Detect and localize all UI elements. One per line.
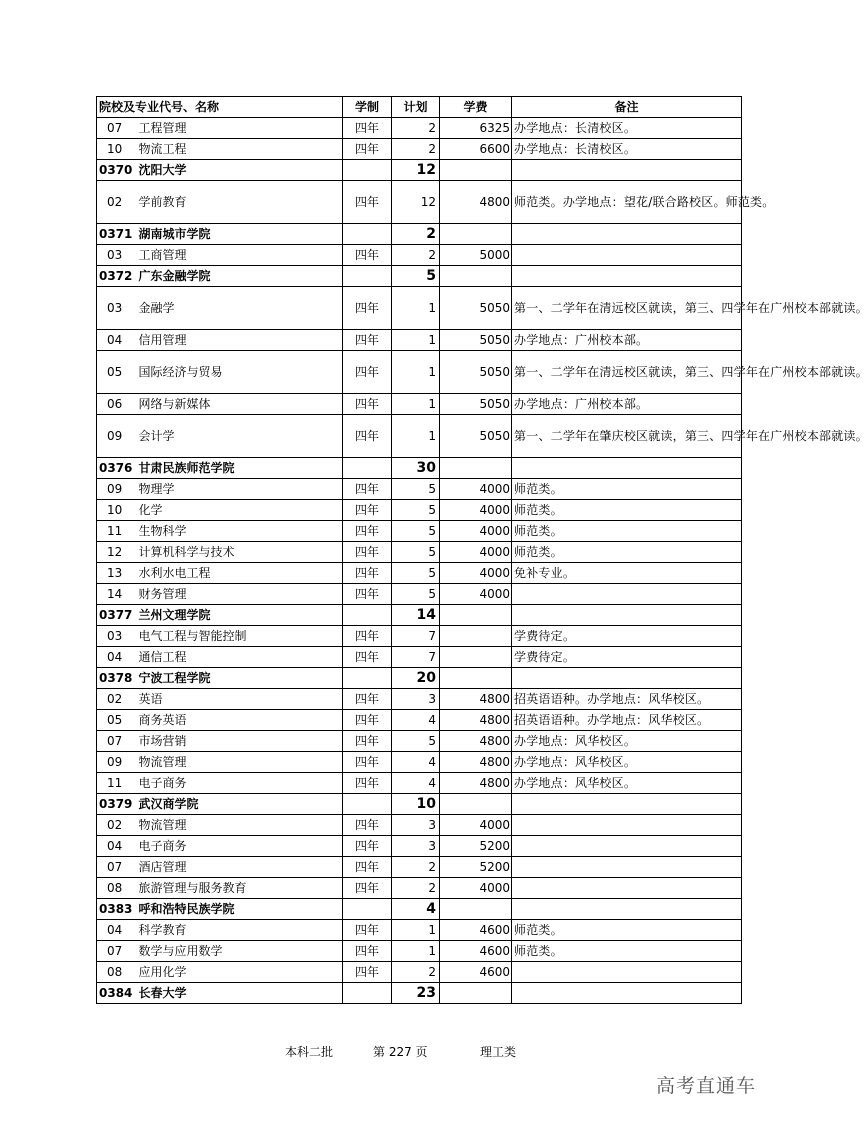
- cell-code: 04: [97, 920, 135, 941]
- major-row: [97, 773, 742, 794]
- cell-note: [512, 160, 742, 181]
- cell-code: 0378: [97, 668, 135, 689]
- cell-fee: 4600: [440, 920, 512, 941]
- school-row: [97, 266, 742, 287]
- cell-duration: 四年: [343, 647, 392, 668]
- cell-major-name: 计算机科学与技术: [135, 542, 343, 563]
- cell-plan: 23: [392, 983, 440, 1004]
- cell-code: 11: [97, 773, 135, 794]
- cell-plan: 2: [392, 118, 440, 139]
- cell-code: 14: [97, 584, 135, 605]
- cell-plan: 1: [392, 351, 440, 394]
- school-row: [97, 794, 742, 815]
- cell-code: 03: [97, 287, 135, 330]
- cell-note: [512, 668, 742, 689]
- header-plan: 计划: [392, 97, 440, 118]
- cell-fee: 4000: [440, 815, 512, 836]
- cell-major-name: 物流管理: [135, 815, 343, 836]
- cell-fee: 4800: [440, 773, 512, 794]
- cell-fee: 4000: [440, 563, 512, 584]
- cell-code: 06: [97, 394, 135, 415]
- cell-code: 10: [97, 139, 135, 160]
- cell-note: 免补专业。: [512, 563, 742, 584]
- cell-fee: [440, 458, 512, 479]
- cell-duration: 四年: [343, 542, 392, 563]
- cell-code: 02: [97, 689, 135, 710]
- cell-code: 11: [97, 521, 135, 542]
- major-row: [97, 118, 742, 139]
- cell-duration: 四年: [343, 941, 392, 962]
- cell-duration: 四年: [343, 500, 392, 521]
- cell-plan: 20: [392, 668, 440, 689]
- footer-page: 第 227 页: [373, 1045, 428, 1059]
- cell-fee: 4000: [440, 521, 512, 542]
- cell-major-name: 市场营销: [135, 731, 343, 752]
- major-row: [97, 836, 742, 857]
- cell-plan: 1: [392, 941, 440, 962]
- cell-fee: [440, 626, 512, 647]
- major-row: [97, 941, 742, 962]
- cell-fee: [440, 983, 512, 1004]
- cell-major-name: 金融学: [135, 287, 343, 330]
- cell-duration: [343, 983, 392, 1004]
- cell-duration: 四年: [343, 245, 392, 266]
- cell-duration: 四年: [343, 584, 392, 605]
- school-row: [97, 605, 742, 626]
- cell-fee: 5200: [440, 857, 512, 878]
- cell-note: 办学地点：广州校本部。: [512, 330, 742, 351]
- cell-code: 08: [97, 962, 135, 983]
- cell-code: 09: [97, 479, 135, 500]
- cell-code: 0371: [97, 224, 135, 245]
- cell-fee: 4800: [440, 752, 512, 773]
- cell-duration: 四年: [343, 118, 392, 139]
- cell-plan: 12: [392, 181, 440, 224]
- cell-code: 12: [97, 542, 135, 563]
- cell-plan: 30: [392, 458, 440, 479]
- cell-fee: 4800: [440, 731, 512, 752]
- cell-plan: 12: [392, 160, 440, 181]
- cell-plan: 5: [392, 500, 440, 521]
- major-row: [97, 962, 742, 983]
- cell-major-name: 酒店管理: [135, 857, 343, 878]
- cell-fee: 5050: [440, 394, 512, 415]
- cell-note: [512, 245, 742, 266]
- table-header-row: [97, 97, 742, 118]
- cell-major-name: 工程管理: [135, 118, 343, 139]
- major-row: [97, 647, 742, 668]
- major-row: [97, 878, 742, 899]
- cell-note: 学费待定。: [512, 647, 742, 668]
- admission-plan-table: [96, 96, 868, 1004]
- cell-school-name: 湖南城市学院: [135, 224, 343, 245]
- cell-duration: 四年: [343, 181, 392, 224]
- cell-duration: [343, 224, 392, 245]
- cell-plan: 2: [392, 962, 440, 983]
- cell-fee: [440, 266, 512, 287]
- cell-duration: 四年: [343, 710, 392, 731]
- cell-note: 招英语语种。办学地点：风华校区。: [512, 710, 742, 731]
- cell-code: 07: [97, 857, 135, 878]
- cell-plan: 10: [392, 794, 440, 815]
- cell-duration: [343, 899, 392, 920]
- cell-fee: 4800: [440, 181, 512, 224]
- cell-duration: 四年: [343, 815, 392, 836]
- footer-category: 理工类: [480, 1045, 517, 1059]
- cell-note: [512, 224, 742, 245]
- cell-note: [512, 584, 742, 605]
- footer-batch: 本科二批: [285, 1045, 334, 1059]
- cell-fee: 4600: [440, 962, 512, 983]
- cell-duration: [343, 266, 392, 287]
- header-note: 备注: [512, 97, 742, 118]
- cell-code: 05: [97, 710, 135, 731]
- cell-major-name: 英语: [135, 689, 343, 710]
- major-row: [97, 815, 742, 836]
- major-row: [97, 245, 742, 266]
- major-row: [97, 394, 742, 415]
- cell-fee: 4000: [440, 542, 512, 563]
- header-name: 院校及专业代号、名称: [97, 97, 343, 118]
- cell-duration: 四年: [343, 920, 392, 941]
- cell-plan: 5: [392, 731, 440, 752]
- major-row: [97, 920, 742, 941]
- cell-major-name: 应用化学: [135, 962, 343, 983]
- major-row: [97, 500, 742, 521]
- cell-note: 师范类。: [512, 521, 742, 542]
- cell-duration: 四年: [343, 752, 392, 773]
- major-row: [97, 521, 742, 542]
- cell-major-name: 通信工程: [135, 647, 343, 668]
- cell-plan: 1: [392, 287, 440, 330]
- cell-fee: 4600: [440, 941, 512, 962]
- school-row: [97, 224, 742, 245]
- cell-fee: 5050: [440, 351, 512, 394]
- cell-plan: 2: [392, 224, 440, 245]
- cell-code: 07: [97, 118, 135, 139]
- cell-fee: 6325: [440, 118, 512, 139]
- cell-plan: 7: [392, 626, 440, 647]
- cell-note: [512, 458, 742, 479]
- cell-note: 学费待定。: [512, 626, 742, 647]
- school-row: [97, 160, 742, 181]
- cell-fee: 5050: [440, 415, 512, 458]
- cell-duration: 四年: [343, 415, 392, 458]
- cell-major-name: 物流管理: [135, 752, 343, 773]
- cell-note: 师范类。: [512, 542, 742, 563]
- cell-school-name: 宁波工程学院: [135, 668, 343, 689]
- major-row: [97, 479, 742, 500]
- cell-plan: 2: [392, 139, 440, 160]
- cell-code: 0370: [97, 160, 135, 181]
- major-row: [97, 181, 742, 224]
- cell-school-name: 呼和浩特民族学院: [135, 899, 343, 920]
- cell-duration: 四年: [343, 521, 392, 542]
- cell-fee: [440, 668, 512, 689]
- cell-major-name: 信用管理: [135, 330, 343, 351]
- cell-note: [512, 605, 742, 626]
- cell-plan: 3: [392, 689, 440, 710]
- cell-plan: 4: [392, 899, 440, 920]
- cell-fee: 5200: [440, 836, 512, 857]
- cell-fee: [440, 160, 512, 181]
- cell-plan: 5: [392, 266, 440, 287]
- cell-major-name: 电子商务: [135, 773, 343, 794]
- cell-plan: 7: [392, 647, 440, 668]
- major-row: [97, 752, 742, 773]
- major-row: [97, 626, 742, 647]
- cell-note: [512, 836, 742, 857]
- cell-duration: 四年: [343, 836, 392, 857]
- cell-major-name: 电子商务: [135, 836, 343, 857]
- cell-school-name: 广东金融学院: [135, 266, 343, 287]
- cell-major-name: 财务管理: [135, 584, 343, 605]
- school-row: [97, 983, 742, 1004]
- cell-plan: 1: [392, 415, 440, 458]
- cell-fee: 4000: [440, 500, 512, 521]
- cell-fee: [440, 224, 512, 245]
- cell-code: 0376: [97, 458, 135, 479]
- cell-duration: 四年: [343, 287, 392, 330]
- cell-duration: [343, 605, 392, 626]
- table-body: [97, 118, 868, 1004]
- cell-major-name: 物理学: [135, 479, 343, 500]
- cell-major-name: 数学与应用数学: [135, 941, 343, 962]
- cell-fee: 4800: [440, 689, 512, 710]
- cell-duration: 四年: [343, 479, 392, 500]
- cell-note: [512, 983, 742, 1004]
- cell-note: 办学地点：长清校区。: [512, 118, 742, 139]
- cell-code: 04: [97, 330, 135, 351]
- cell-fee: 5000: [440, 245, 512, 266]
- cell-duration: 四年: [343, 563, 392, 584]
- cell-code: 03: [97, 245, 135, 266]
- cell-code: 0377: [97, 605, 135, 626]
- cell-fee: 6600: [440, 139, 512, 160]
- cell-fee: 5050: [440, 330, 512, 351]
- cell-school-name: 甘肃民族师范学院: [135, 458, 343, 479]
- cell-duration: 四年: [343, 330, 392, 351]
- cell-plan: 5: [392, 542, 440, 563]
- cell-note: 师范类。: [512, 920, 742, 941]
- cell-plan: 2: [392, 857, 440, 878]
- cell-duration: 四年: [343, 857, 392, 878]
- cell-major-name: 网络与新媒体: [135, 394, 343, 415]
- cell-note: 师范类。: [512, 500, 742, 521]
- cell-note: [512, 815, 742, 836]
- cell-duration: 四年: [343, 962, 392, 983]
- school-row: [97, 899, 742, 920]
- cell-note: 师范类。办学地点：望花/联合路校区。师范类。: [512, 181, 742, 224]
- major-row: [97, 710, 742, 731]
- cell-major-name: 电气工程与智能控制: [135, 626, 343, 647]
- cell-note: 办学地点：风华校区。: [512, 731, 742, 752]
- cell-fee: 5050: [440, 287, 512, 330]
- cell-code: 02: [97, 815, 135, 836]
- cell-code: 08: [97, 878, 135, 899]
- cell-major-name: 水利水电工程: [135, 563, 343, 584]
- cell-code: 09: [97, 415, 135, 458]
- cell-plan: 5: [392, 479, 440, 500]
- cell-note: 第一、二学年在肇庆校区就读，第三、四学年在广州校本部就读。: [512, 415, 742, 458]
- cell-code: 0383: [97, 899, 135, 920]
- cell-note: [512, 899, 742, 920]
- cell-duration: 四年: [343, 351, 392, 394]
- major-row: [97, 584, 742, 605]
- cell-code: 07: [97, 941, 135, 962]
- cell-major-name: 工商管理: [135, 245, 343, 266]
- cell-note: [512, 962, 742, 983]
- cell-fee: [440, 899, 512, 920]
- cell-fee: 4800: [440, 710, 512, 731]
- major-row: [97, 857, 742, 878]
- cell-plan: 3: [392, 836, 440, 857]
- cell-plan: 2: [392, 878, 440, 899]
- major-row: [97, 287, 742, 330]
- cell-school-name: 兰州文理学院: [135, 605, 343, 626]
- cell-fee: [440, 647, 512, 668]
- cell-plan: 5: [392, 521, 440, 542]
- cell-plan: 5: [392, 584, 440, 605]
- cell-note: 师范类。: [512, 941, 742, 962]
- cell-note: 第一、二学年在清远校区就读，第三、四学年在广州校本部就读。: [512, 351, 742, 394]
- cell-note: 办学地点：风华校区。: [512, 773, 742, 794]
- cell-duration: 四年: [343, 139, 392, 160]
- major-row: [97, 689, 742, 710]
- header-duration: 学制: [343, 97, 392, 118]
- cell-major-name: 学前教育: [135, 181, 343, 224]
- cell-plan: 1: [392, 330, 440, 351]
- cell-code: 05: [97, 351, 135, 394]
- cell-major-name: 科学教育: [135, 920, 343, 941]
- cell-major-name: 生物科学: [135, 521, 343, 542]
- cell-plan: 4: [392, 773, 440, 794]
- cell-code: 10: [97, 500, 135, 521]
- cell-school-name: 武汉商学院: [135, 794, 343, 815]
- cell-major-name: 旅游管理与服务教育: [135, 878, 343, 899]
- cell-plan: 4: [392, 752, 440, 773]
- cell-note: 招英语语种。办学地点：风华校区。: [512, 689, 742, 710]
- cell-duration: [343, 794, 392, 815]
- cell-plan: 2: [392, 245, 440, 266]
- cell-major-name: 会计学: [135, 415, 343, 458]
- cell-plan: 1: [392, 920, 440, 941]
- cell-major-name: 国际经济与贸易: [135, 351, 343, 394]
- major-row: [97, 542, 742, 563]
- cell-code: 07: [97, 731, 135, 752]
- major-row: [97, 563, 742, 584]
- cell-plan: 1: [392, 394, 440, 415]
- cell-code: 0379: [97, 794, 135, 815]
- major-row: [97, 330, 742, 351]
- cell-note: [512, 878, 742, 899]
- cell-duration: 四年: [343, 773, 392, 794]
- cell-plan: 14: [392, 605, 440, 626]
- cell-duration: [343, 160, 392, 181]
- cell-note: [512, 266, 742, 287]
- cell-note: 第一、二学年在清远校区就读，第三、四学年在广州校本部就读。: [512, 287, 742, 330]
- cell-fee: [440, 605, 512, 626]
- cell-fee: 4000: [440, 584, 512, 605]
- header-fee: 学费: [440, 97, 512, 118]
- cell-duration: [343, 668, 392, 689]
- cell-code: 13: [97, 563, 135, 584]
- cell-note: 师范类。: [512, 479, 742, 500]
- major-row: [97, 731, 742, 752]
- cell-duration: 四年: [343, 878, 392, 899]
- cell-duration: 四年: [343, 394, 392, 415]
- cell-fee: 4000: [440, 479, 512, 500]
- cell-duration: [343, 458, 392, 479]
- cell-note: 办学地点：广州校本部。: [512, 394, 742, 415]
- cell-fee: [440, 794, 512, 815]
- watermark: 高考直通车: [656, 1075, 757, 1097]
- cell-duration: 四年: [343, 626, 392, 647]
- cell-code: 0372: [97, 266, 135, 287]
- cell-school-name: 长春大学: [135, 983, 343, 1004]
- school-row: [97, 458, 742, 479]
- major-row: [97, 415, 742, 458]
- cell-code: 04: [97, 647, 135, 668]
- cell-note: 办学地点：风华校区。: [512, 752, 742, 773]
- cell-major-name: 物流工程: [135, 139, 343, 160]
- cell-major-name: 商务英语: [135, 710, 343, 731]
- cell-code: 02: [97, 181, 135, 224]
- school-row: [97, 668, 742, 689]
- cell-major-name: 化学: [135, 500, 343, 521]
- cell-note: 办学地点：长清校区。: [512, 139, 742, 160]
- major-row: [97, 351, 742, 394]
- cell-school-name: 沈阳大学: [135, 160, 343, 181]
- cell-note: [512, 857, 742, 878]
- cell-code: 0384: [97, 983, 135, 1004]
- cell-code: 09: [97, 752, 135, 773]
- cell-plan: 3: [392, 815, 440, 836]
- cell-duration: 四年: [343, 731, 392, 752]
- cell-code: 04: [97, 836, 135, 857]
- cell-fee: 4000: [440, 878, 512, 899]
- cell-code: 03: [97, 626, 135, 647]
- cell-plan: 5: [392, 563, 440, 584]
- major-row: [97, 139, 742, 160]
- cell-note: [512, 794, 742, 815]
- cell-duration: 四年: [343, 689, 392, 710]
- cell-plan: 4: [392, 710, 440, 731]
